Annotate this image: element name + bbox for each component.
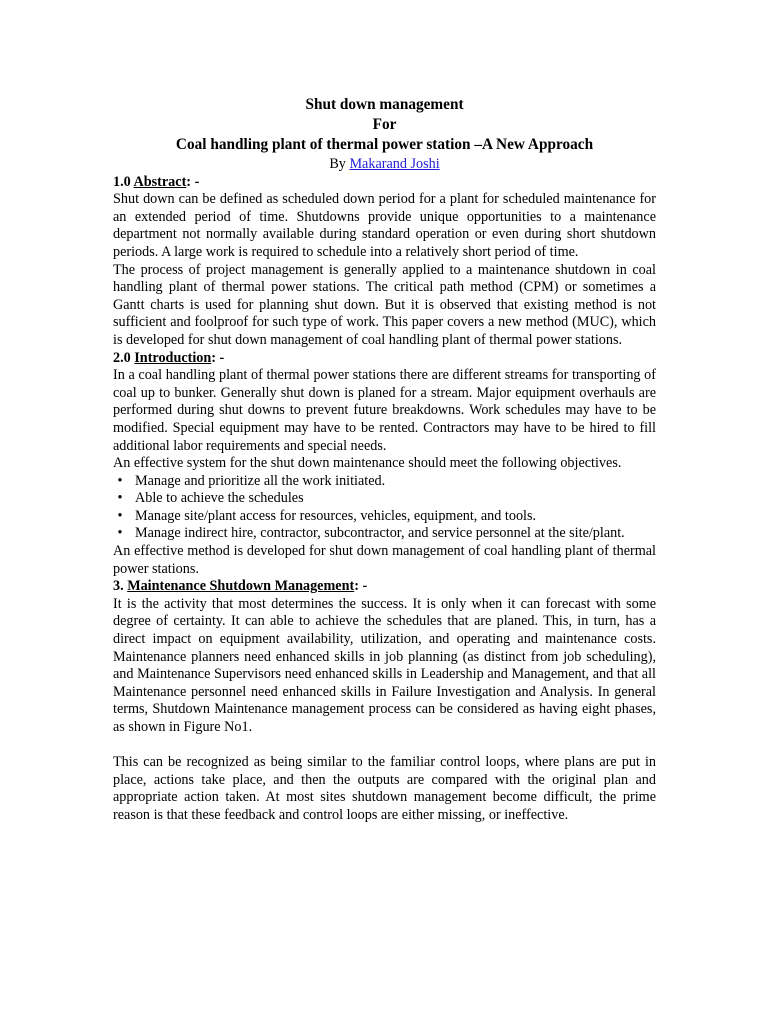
list-item — [113, 525, 656, 543]
introduction-heading-label: Introduction — [134, 349, 212, 366]
introduction-heading-suffix: : - — [211, 349, 225, 366]
list-item-text: Manage and prioritize all the work initiated. — [135, 472, 386, 489]
byline — [113, 156, 656, 174]
maintenance-paragraph-1: It is the activity that most determines the success. It is only when it can forecast with some degree of certainty. It can able to achieve the schedules that are planed. This, in turn, has a direct impact on equipment availability, utilization, and operating and maintenance costs. Maintenance planners need enhanced skills in job planning (as distinct from job scheduling), and Maintenance Supervisors need enhanced skills in Leadership and Management, and that all Maintenance personnel need enhanced skills in Failure Investigation and Analysis. In general terms, Shutdown Maintenance management process can be considered as having eight phases, as shown in Figure No1. — [113, 595, 656, 735]
abstract-paragraph-1: Shut down can be defined as scheduled down period for a plant for scheduled maintenance for an extended period of time. Shutdowns provide unique opportunities to a maintenance department not normally available during standard operation or even during short shutdown periods. A large work is required to schedule into a relatively short period of time. — [113, 191, 656, 260]
bullet-icon: • — [117, 490, 123, 507]
title-line-3: Coal handling plant of thermal power station –A New Approach — [175, 136, 594, 153]
abstract-paragraph-2: The process of project management is generally applied to a maintenance shutdown in coal handling plant of thermal power stations. The critical path method (CPM) or sometimes a Gantt charts is used for planning shut down. But it is observed that existing method is not sufficient and foolproof for such type of work. This paper covers a new method (MUC), which is developed for shut down management of coal handling plant of thermal power stations. — [113, 261, 656, 348]
paragraph-spacer — [113, 737, 656, 755]
list-item-text: Manage site/plant access for resources, vehicles, equipment, and tools. — [135, 507, 537, 524]
document-body — [113, 95, 656, 825]
introduction-paragraph-3: An effective method is developed for shut down management of coal handling plant of thermal power stations. — [113, 543, 656, 577]
abstract-heading-suffix: : - — [186, 173, 200, 190]
author-link[interactable]: Makarand Joshi — [349, 156, 440, 172]
bullet-icon: • — [117, 525, 123, 542]
list-item — [113, 490, 656, 508]
introduction-heading-number: 2.0 — [113, 349, 135, 366]
bullet-icon: • — [117, 507, 123, 524]
byline-prefix: By — [329, 156, 350, 172]
bullet-icon: • — [117, 472, 123, 489]
objectives-list — [113, 473, 656, 543]
abstract-heading — [113, 174, 656, 192]
abstract-heading-label: Abstract — [133, 173, 187, 190]
list-item — [113, 473, 656, 491]
abstract-heading-number: 1.0 — [113, 173, 134, 190]
list-item-text: Able to achieve the schedules — [135, 490, 304, 507]
introduction-paragraph-2: An effective system for the shut down maintenance should meet the following objectives. — [113, 455, 622, 472]
maintenance-heading-number: 3. — [113, 578, 128, 595]
maintenance-heading-suffix: : - — [354, 578, 368, 595]
title-line-1: Shut down management — [305, 96, 464, 113]
list-item-text: Manage indirect hire, contractor, subcontractor, and service personnel at the site/plant. — [135, 525, 625, 542]
introduction-paragraph-1: In a coal handling plant of thermal power stations there are different streams for transporting of coal up to bunker. Generally shut down is planed for a stream. Major equipment overhauls are performed during shut downs to prevent future breakdowns. Work schedules may have to be modified. Special equipment may have to be rented. Contractors may have to be hired to fill additional labor requirements and special needs. — [113, 367, 656, 454]
document-title — [113, 95, 656, 155]
title-line-2: For — [372, 116, 397, 133]
maintenance-heading — [113, 578, 656, 596]
list-item — [113, 508, 656, 526]
maintenance-heading-label: Maintenance Shutdown Management — [127, 578, 355, 595]
maintenance-paragraph-2: This can be recognized as being similar to the familiar control loops, where plans are put in place, actions take place, and then the outputs are compared with the original plan and appropriate action taken. At most sites shutdown management become difficult, the prime reason is that these feedback and control loops are either missing, or ineffective. — [113, 754, 656, 823]
introduction-heading — [113, 350, 656, 368]
